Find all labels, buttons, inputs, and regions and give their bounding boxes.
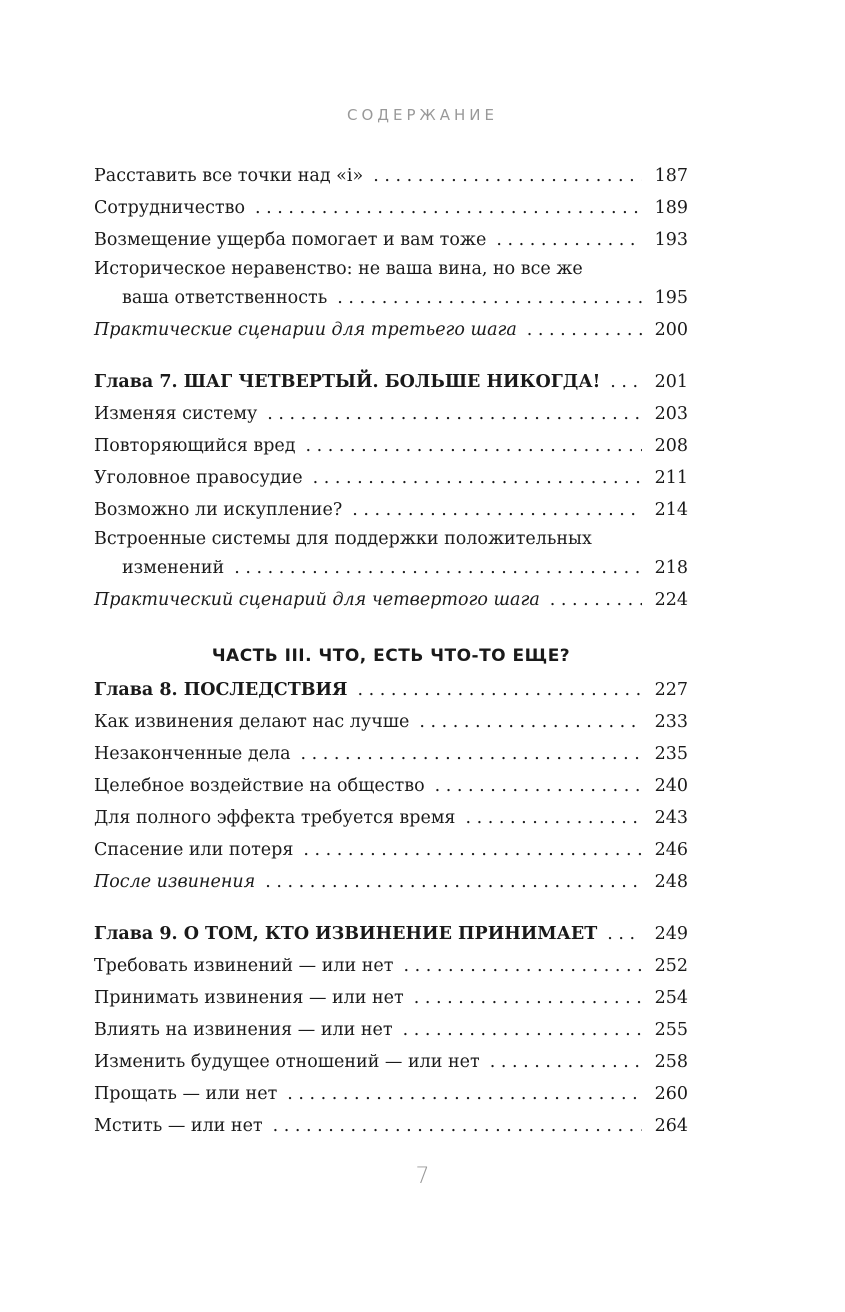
toc-entry-page: 193: [654, 230, 688, 250]
dot-leader: [358, 674, 643, 706]
chapter-title: Глава 9. О ТОМ, КТО ИЗВИНЕНИЕ ПРИНИМАЕТ: [94, 924, 598, 944]
toc-entry: [94, 160, 688, 192]
toc-entry-continuation: [94, 282, 688, 314]
toc-entry-title: Принимать извинения — или нет: [94, 988, 404, 1008]
dot-leader: [352, 494, 642, 526]
toc-entry-title-line2: изменений: [122, 558, 225, 578]
toc-entry-page: 243: [654, 808, 688, 828]
chapter-page: 227: [654, 680, 688, 700]
dot-leader: [265, 866, 642, 898]
dot-leader: [267, 398, 642, 430]
toc-entry-title: Целебное воздействие на общество: [94, 776, 425, 796]
toc-entry-title: Незаконченные дела: [94, 744, 291, 764]
toc-entry-title: Как извинения делают нас лучше: [94, 712, 410, 732]
toc-entry-page: 195: [654, 288, 688, 308]
toc-entry-title: После извинения: [94, 872, 256, 892]
toc-entry-page: 254: [654, 988, 688, 1008]
toc-entry-multiline: [94, 526, 688, 584]
toc-entry: [94, 494, 688, 526]
toc-entry-page: 235: [654, 744, 688, 764]
chapter-title: Глава 7. ШАГ ЧЕТВЕРТЫЙ. БОЛЬШЕ НИКОГДА!: [94, 372, 601, 392]
toc-entry-title-line2: ваша ответственность: [122, 288, 328, 308]
toc-entry: [94, 770, 688, 802]
dot-leader: [435, 770, 642, 802]
chapter-heading-8: [94, 674, 688, 706]
toc-entry-page: 211: [654, 468, 688, 488]
dot-leader: [234, 552, 642, 584]
dot-leader: [465, 802, 642, 834]
toc-entry-page: 252: [654, 956, 688, 976]
toc-entry-title: Практический сценарий для четвертого шага: [94, 590, 540, 610]
page-number: 7: [415, 1164, 430, 1189]
toc-entry-page: 260: [654, 1084, 688, 1104]
dot-leader: [550, 584, 642, 616]
toc-entry-title: Спасение или потеря: [94, 840, 294, 860]
toc-entry-title: Требовать извинений — или нет: [94, 956, 394, 976]
toc-entry-title: Повторяющийся вред: [94, 436, 296, 456]
toc-entry-scenario: [94, 866, 688, 898]
running-header: СОДЕРЖАНИЕ: [347, 106, 498, 124]
toc-entry-title: Изменить будущее отношений — или нет: [94, 1052, 480, 1072]
dot-leader: [403, 950, 642, 982]
toc-entry-page: 189: [654, 198, 688, 218]
chapter-heading-7: [94, 366, 688, 398]
toc-entry-scenario: [94, 314, 688, 346]
toc-entry-title-line1: Историческое неравенство: не ваша вина, но все же: [94, 259, 583, 279]
dot-leader: [273, 1110, 642, 1142]
dot-leader: [303, 834, 642, 866]
toc-entry-page: 187: [654, 166, 688, 186]
toc-entry-title: Мстить — или нет: [94, 1116, 263, 1136]
dot-leader: [301, 738, 642, 770]
toc-entry: [94, 1046, 688, 1078]
toc-entry: [94, 398, 688, 430]
toc-entry-page: 224: [654, 590, 688, 610]
toc-entry-page: 200: [654, 320, 688, 340]
toc-entry-page: 264: [654, 1116, 688, 1136]
toc-entry-title: Сотрудничество: [94, 198, 246, 218]
toc-entry-page: 218: [654, 558, 688, 578]
toc-entry: [94, 462, 688, 494]
dot-leader: [414, 982, 642, 1014]
toc-entry-page: 208: [654, 436, 688, 456]
toc-entry-multiline: [94, 256, 688, 314]
table-of-contents: [94, 160, 688, 1142]
toc-entry: [94, 1110, 688, 1142]
dot-leader: [607, 918, 642, 950]
toc-entry-title: Уголовное правосудие: [94, 468, 303, 488]
toc-entry-page: 255: [654, 1020, 688, 1040]
toc-entry-page: 240: [654, 776, 688, 796]
chapter-page: 201: [654, 372, 688, 392]
toc-entry-page: 233: [654, 712, 688, 732]
toc-entry: [94, 802, 688, 834]
toc-entry-title: Влиять на извинения — или нет: [94, 1020, 393, 1040]
toc-entry: [94, 738, 688, 770]
toc-entry-page: 248: [654, 872, 688, 892]
toc-entry: [94, 192, 688, 224]
dot-leader: [496, 224, 642, 256]
dot-leader: [610, 366, 642, 398]
dot-leader: [373, 160, 642, 192]
dot-leader: [419, 706, 642, 738]
dot-leader: [287, 1078, 642, 1110]
toc-entry-page: 246: [654, 840, 688, 860]
toc-entry-title: Практические сценарии для третьего шага: [94, 320, 517, 340]
toc-entry-page: 203: [654, 404, 688, 424]
toc-entry-title: Возмещение ущерба помогает и вам тоже: [94, 230, 487, 250]
toc-entry: [94, 982, 688, 1014]
toc-entry-title: Изменяя систему: [94, 404, 258, 424]
part-heading: ЧАСТЬ III. ЧТО, ЕСТЬ ЧТО-ТО ЕЩЕ?: [211, 646, 571, 666]
toc-entry: [94, 430, 688, 462]
dot-leader: [306, 430, 642, 462]
toc-entry-title: Прощать — или нет: [94, 1084, 278, 1104]
toc-entry-title: Расставить все точки над «i»: [94, 166, 364, 186]
dot-leader: [313, 462, 642, 494]
toc-entry: [94, 224, 688, 256]
toc-entry-page: 258: [654, 1052, 688, 1072]
dot-leader: [337, 282, 642, 314]
toc-entry: [94, 834, 688, 866]
chapter-heading-9: [94, 918, 688, 950]
chapter-title: Глава 8. ПОСЛЕДСТВИЯ: [94, 680, 348, 700]
toc-entry-title: Возможно ли искупление?: [94, 500, 343, 520]
toc-entry-scenario: [94, 584, 688, 616]
toc-entry: [94, 950, 688, 982]
chapter-page: 249: [654, 924, 688, 944]
toc-entry-title: Для полного эффекта требуется время: [94, 808, 456, 828]
dot-leader: [527, 314, 642, 346]
toc-entry-title-line1: Встроенные системы для поддержки положительных: [94, 529, 592, 549]
toc-entry: [94, 1078, 688, 1110]
toc-entry-page: 214: [654, 500, 688, 520]
dot-leader: [490, 1046, 642, 1078]
toc-entry-continuation: [94, 552, 688, 584]
toc-entry: [94, 706, 688, 738]
dot-leader: [255, 192, 642, 224]
dot-leader: [403, 1014, 642, 1046]
toc-entry: [94, 1014, 688, 1046]
